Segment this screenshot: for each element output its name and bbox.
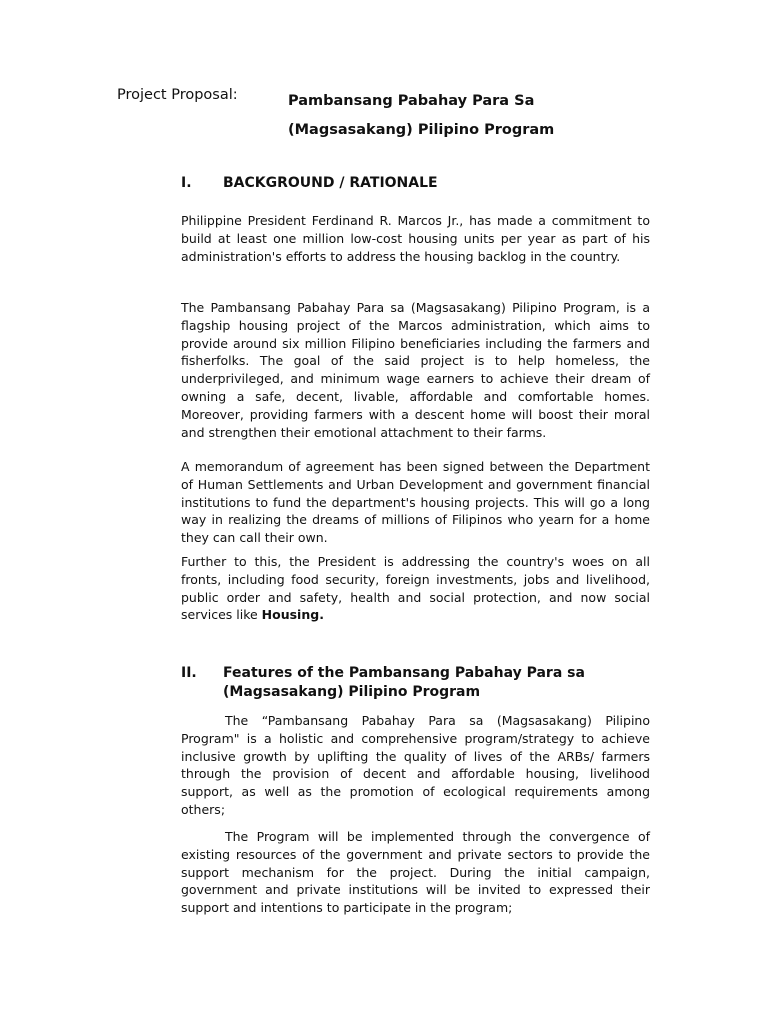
paragraph: A memorandum of agreement has been signed between the Department of Human Settlements and Urban Development and government financial institutions to fund the department's housing projects. This will go a long way in realizing the dreams of millions of Filipinos who yearn for a home they can call their own.	[181, 459, 650, 546]
proposal-title	[288, 87, 554, 145]
section-number: I.	[181, 175, 192, 191]
section-title: Features of the Pambansang Pabahay Para sa (Magsasakang) Pilipino Program	[223, 665, 585, 700]
proposal-title-line2: (Magsasakang) Pilipino Program	[288, 122, 555, 138]
section-heading-background	[181, 174, 643, 193]
proposal-title-line1: Pambansang Pabahay Para Sa	[288, 93, 535, 109]
proposal-label: Project Proposal:	[117, 87, 238, 103]
paragraph: The Program will be implemented through the convergence of existing resources of the government and private sectors to provide the support mechanism for the project. During the initial campaign, government and private institutions will be invited to expressed their support and intentions to participate in the program;	[181, 829, 650, 916]
paragraph-text: Further to this, the President is addressing the country's woes on all fronts, including food security, foreign investments, jobs and livelihood, public order and safety, health and social protection, and now social services like	[181, 554, 650, 623]
bold-keyword: Housing.	[261, 607, 324, 623]
paragraph: Philippine President Ferdinand R. Marcos Jr., has made a commitment to build at least one million low-cost housing units per year as part of his administration's efforts to address the housing backlog in the country.	[181, 213, 650, 264]
paragraph	[181, 553, 650, 624]
section-heading-features	[181, 664, 643, 702]
section-title: BACKGROUND / RATIONALE	[223, 175, 438, 191]
paragraph: The Pambansang Pabahay Para sa (Magsasakang) Pilipino Program, is a flagship housing project of the Marcos administration, which aims to provide around six million Filipino beneficiaries including the farmers and fisherfolks. The goal of the said project is to help homeless, the underprivileged, and minimum wage earners to achieve their dream of owning a safe, decent, livable, affordable and comfortable homes. Moreover, providing farmers with a descent home will boost their moral and strengthen their emotional attachment to their farms.	[181, 300, 650, 440]
paragraph: The “Pambansang Pabahay Para sa (Magsasakang) Pilipino Program" is a holistic and comprehensive program/strategy to achieve inclusive growth by uplifting the quality of lives of the ARBs/ farmers through the provision of decent and affordable housing, livelihood support, as well as the promotion of ecological requirements among others;	[181, 713, 650, 817]
section-number: II.	[181, 665, 197, 681]
